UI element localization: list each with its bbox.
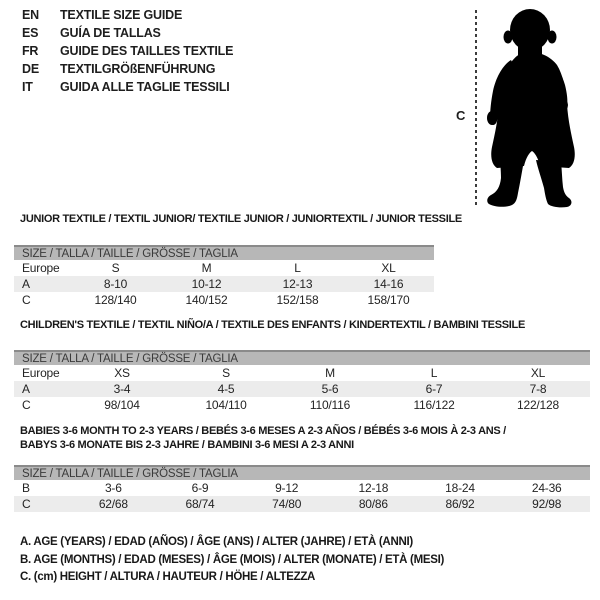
lang-row-en [22, 6, 233, 24]
size-value-cell: 80/86 [358, 497, 388, 511]
lang-label: GUIDA ALLE TAGLIE TESSILI [60, 80, 230, 94]
row-label-cell: Europe [22, 261, 60, 275]
size-value-cell: 140/152 [185, 293, 228, 307]
lang-row-it [22, 78, 233, 96]
junior-textile-section [14, 212, 590, 308]
size-value-cell: 10-12 [191, 277, 222, 291]
baby-silhouette-image [478, 6, 588, 211]
size-header-band: SIZE / TALLA / TAILLE / GRÖSSE / TAGLIA [14, 465, 590, 480]
size-value-cell: 122/128 [517, 398, 559, 412]
size-value-cell: 9-12 [275, 481, 299, 495]
size-value-cell: M [325, 366, 335, 380]
table-rows [14, 260, 434, 308]
size-value-cell: 152/158 [276, 293, 319, 307]
size-value-cell: XS [114, 366, 130, 380]
row-label-cell: Europe [22, 366, 60, 380]
size-value-cell: 3-6 [104, 481, 122, 495]
size-value-cell: 116/122 [413, 398, 455, 412]
lang-code: ES [22, 26, 39, 40]
size-value-cell: 7-8 [529, 382, 547, 396]
size-value-cell: 74/80 [272, 497, 302, 511]
lang-code: IT [22, 80, 33, 94]
junior-size-table [14, 245, 434, 308]
legend-note-c: C. (cm) HEIGHT / ALTURA / HAUTEUR / HÖHE / ALTEZZA [20, 571, 316, 583]
table-row [14, 276, 434, 292]
size-value-cell: 8-10 [103, 277, 128, 291]
lang-label: GUÍA DE TALLAS [60, 26, 161, 40]
legend-notes [20, 534, 444, 587]
lang-label: TEXTILGRÖßENFÜHRUNG [60, 62, 216, 76]
size-value-cell: 86/92 [445, 497, 475, 511]
height-measure-label: C [456, 108, 466, 123]
lang-row-fr [22, 42, 233, 60]
row-label-cell: A [22, 277, 30, 291]
size-value-cell: XL [530, 366, 546, 380]
height-measure-dashed-line [475, 10, 477, 208]
size-value-cell: 3-4 [113, 382, 131, 396]
size-value-cell: 12-18 [358, 481, 389, 495]
size-value-cell: 6-9 [191, 481, 209, 495]
table-row [14, 381, 590, 397]
junior-section-title [14, 212, 590, 226]
size-value-cell: 12-13 [282, 277, 313, 291]
language-title-list [22, 6, 233, 96]
lang-label: TEXTILE SIZE GUIDE [60, 8, 183, 22]
babies-textile-section [14, 424, 590, 512]
row-label-cell: C [22, 293, 31, 307]
table-row [14, 480, 590, 496]
size-value-cell: 128/140 [94, 293, 137, 307]
babies-section-title [14, 424, 590, 452]
size-value-cell: 98/104 [104, 398, 140, 412]
size-value-cell: 104/110 [205, 398, 247, 412]
children-size-table [14, 350, 590, 413]
size-value-cell: 92/98 [532, 497, 562, 511]
size-value-cell: XL [381, 261, 396, 275]
table-rows [14, 365, 590, 413]
table-rows [14, 480, 590, 512]
size-value-cell: 18-24 [445, 481, 475, 495]
row-label-cell: C [22, 497, 31, 511]
legend-note-b: B. AGE (MONTHS) / EDAD (MESES) / ÂGE (MOIS) / ALTER (MONATE) / ETÀ (MESI) [20, 553, 445, 566]
lang-code: EN [22, 8, 39, 22]
size-value-cell: 14-16 [373, 277, 404, 291]
children-section-title [14, 318, 590, 332]
row-label-cell: B [22, 481, 30, 495]
size-value-cell: M [201, 261, 212, 275]
size-header-band: SIZE / TALLA / TAILLE / GRÖSSE / TAGLIA [14, 350, 590, 365]
size-value-cell: 5-6 [321, 382, 339, 396]
lang-label: GUIDE DES TAILLES TEXTILE [60, 44, 234, 58]
babies-size-table [14, 465, 590, 512]
size-value-cell: 110/116 [309, 398, 351, 412]
size-value-cell: 24-36 [531, 481, 562, 495]
lang-row-es [22, 24, 233, 42]
section-title-line: JUNIOR TEXTILE / TEXTIL JUNIOR/ TEXTILE JUNIOR / JUNIORTEXTIL / JUNIOR TESSILE [20, 213, 462, 225]
size-value-cell: 158/170 [367, 293, 410, 307]
size-value-cell: S [111, 261, 120, 275]
table-row [14, 365, 590, 381]
size-value-cell: L [294, 261, 301, 275]
row-label-cell: C [22, 398, 31, 412]
row-label-cell: A [22, 382, 30, 396]
table-row [14, 397, 590, 413]
table-row [14, 496, 590, 512]
table-row [14, 260, 434, 276]
table-row [14, 292, 434, 308]
children-textile-section [14, 318, 590, 413]
section-title-line: BABIES 3-6 MONTH TO 2-3 YEARS / BEBÉS 3-6 MESES A 2-3 AÑOS / BÉBÉS 3-6 MOIS À 2-3 ANS / [20, 425, 506, 437]
size-value-cell: 68/74 [185, 497, 215, 511]
legend-note-a: A. AGE (YEARS) / EDAD (AÑOS) / ÂGE (ANS) / ALTER (JAHRE) / ETÀ (ANNI) [20, 536, 413, 548]
size-value-cell: L [430, 366, 438, 380]
lang-code: DE [22, 62, 39, 76]
lang-row-de [22, 60, 233, 78]
section-title-line: CHILDREN'S TEXTILE / TEXTIL NIÑO/A / TEXTILE DES ENFANTS / KINDERTEXTIL / BAMBINI TESSILE [20, 319, 525, 331]
lang-code: FR [22, 44, 39, 58]
size-value-cell: 62/68 [98, 497, 128, 511]
section-title-line: BABYS 3-6 MONATE BIS 2-3 JAHRE / BAMBINI 3-6 MESI A 2-3 ANNI [20, 439, 354, 451]
size-value-cell: 6-7 [425, 382, 443, 396]
size-value-cell: 4-5 [217, 382, 235, 396]
size-value-cell: S [222, 366, 230, 380]
size-header-band: SIZE / TALLA / TAILLE / GRÖSSE / TAGLIA [14, 245, 434, 260]
